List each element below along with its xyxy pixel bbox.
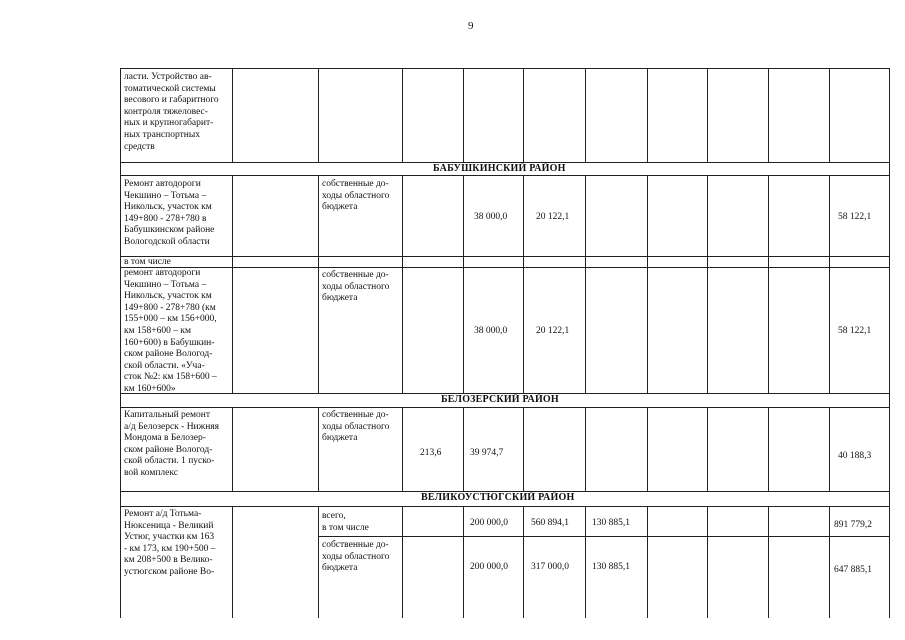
cell-r4-source: собственные до- ходы областного бюджета	[322, 410, 390, 444]
col-border-6c	[585, 407, 586, 491]
row-border-6	[120, 407, 890, 408]
cell-r0-name: ласти. Устройство ав- томатической системы весового и габаритного контроля тяжеловес- ных и крупногабарит- ных транспортных средств	[124, 72, 219, 152]
cell-r5a-value2: 200 000,0	[470, 518, 508, 528]
col-border-9d	[768, 506, 769, 618]
cell-r5b-value3: 317 000,0	[531, 562, 569, 572]
section-title-babushkinsky: БАБУШКИНСКИЙ РАЙОН	[433, 163, 566, 174]
col-border-8b	[707, 175, 708, 393]
col-border-4c	[463, 407, 464, 491]
cell-r3-total: 58 122,1	[838, 326, 872, 336]
col-border-0	[120, 68, 121, 618]
col-border-4d	[463, 506, 464, 618]
cell-r5b-value4: 130 885,1	[592, 562, 630, 572]
row-border-4	[120, 267, 890, 268]
col-border-1b	[232, 175, 233, 393]
col-border-9c	[768, 407, 769, 491]
row-border-9	[318, 536, 890, 537]
col-border-1c	[232, 407, 233, 491]
row-border-2	[120, 175, 890, 176]
cell-r2-name: в том числе	[124, 257, 171, 267]
cell-r4-value2: 39 974,7	[470, 448, 504, 458]
col-border-3	[402, 68, 403, 162]
col-border-2b	[318, 175, 319, 393]
row-border-3	[120, 256, 890, 257]
col-border-1d	[232, 506, 233, 618]
col-border-6d	[585, 506, 586, 618]
cell-r5-source-total: всего, в том числе	[322, 511, 369, 533]
cell-r5a-value4: 130 885,1	[592, 518, 630, 528]
col-border-4b	[463, 175, 464, 393]
col-border-8	[707, 68, 708, 162]
col-border-6b	[585, 175, 586, 393]
col-border-7	[647, 68, 648, 162]
page-number: 9	[468, 20, 474, 32]
cell-r3-value3: 20 122,1	[536, 326, 570, 336]
col-border-2c	[318, 407, 319, 491]
cell-r5b-value2: 200 000,0	[470, 562, 508, 572]
cell-r5a-value3: 560 894,1	[531, 518, 569, 528]
col-border-7c	[647, 407, 648, 491]
cell-r1-value3: 20 122,1	[536, 212, 570, 222]
cell-r5-name: Ремонт а/д Тотьма- Нюксеница - Великий Устюг, участки км 163 - км 173, км 190+500 – км 208+500 в Велико- устюгском районе Во-	[124, 509, 216, 577]
section-title-belozersky: БЕЛОЗЕРСКИЙ РАЙОН	[441, 394, 559, 405]
cell-r3-value2: 38 000,0	[474, 326, 508, 336]
cell-r4-name: Капитальный ремонт а/д Белозерск - Нижняя Мондома в Белозер- ском районе Вологод- ской области. 1 пуско- вой комплекс	[124, 410, 220, 478]
cell-r4-value1: 213,6	[420, 448, 442, 458]
cell-r5b-total: 647 885,1	[834, 565, 872, 575]
cell-r4-total: 40 188,3	[838, 451, 872, 461]
col-border-10c	[829, 407, 830, 491]
cell-r1-name: Ремонт автодороги Чекшино – Тотьма – Никольск, участок км 149+800 - 278+780 в Бабушкинском районе Вологодской области	[124, 179, 215, 247]
cell-r1-total: 58 122,1	[838, 212, 872, 222]
col-border-10d	[829, 506, 830, 618]
cell-r1-value2: 38 000,0	[474, 212, 508, 222]
col-border-6	[585, 68, 586, 162]
cell-r1-source: собственные до- ходы областного бюджета	[322, 179, 390, 213]
cell-r5-source-own: собственные до- ходы областного бюджета	[322, 540, 390, 574]
col-border-3c	[402, 407, 403, 491]
col-border-1	[232, 68, 233, 162]
col-border-8c	[707, 407, 708, 491]
row-border-top	[120, 68, 890, 69]
col-border-5c	[523, 407, 524, 491]
cell-r5a-total: 891 779,2	[834, 520, 872, 530]
col-border-5d	[523, 506, 524, 618]
col-border-9b	[768, 175, 769, 393]
col-border-9	[768, 68, 769, 162]
col-border-5b	[523, 175, 524, 393]
cell-r3-name: ремонт автодороги Чекшино – Тотьма – Никольск, участок км 149+800 - 278+780 (км 155+000 – км 156+000, км 158+600 – км 160+600) в Бабушкин- ском районе Вологод- ской области. «Уча- сток №2: км 158+600 – км 160+600»	[124, 268, 217, 394]
section-title-velikoustyugsky: ВЕЛИКОУСТЮГСКИЙ РАЙОН	[421, 492, 575, 503]
col-border-8d	[707, 506, 708, 618]
cell-r3-source: собственные до- ходы областного бюджета	[322, 270, 390, 304]
col-border-2d	[318, 506, 319, 618]
col-border-3b	[402, 175, 403, 393]
col-border-10b	[829, 175, 830, 393]
col-border-2	[318, 68, 319, 162]
col-border-4	[463, 68, 464, 162]
col-border-3d	[402, 506, 403, 618]
col-border-7d	[647, 506, 648, 618]
col-border-7b	[647, 175, 648, 393]
col-border-10	[829, 68, 830, 162]
col-border-5	[523, 68, 524, 162]
row-border-8	[120, 506, 890, 507]
